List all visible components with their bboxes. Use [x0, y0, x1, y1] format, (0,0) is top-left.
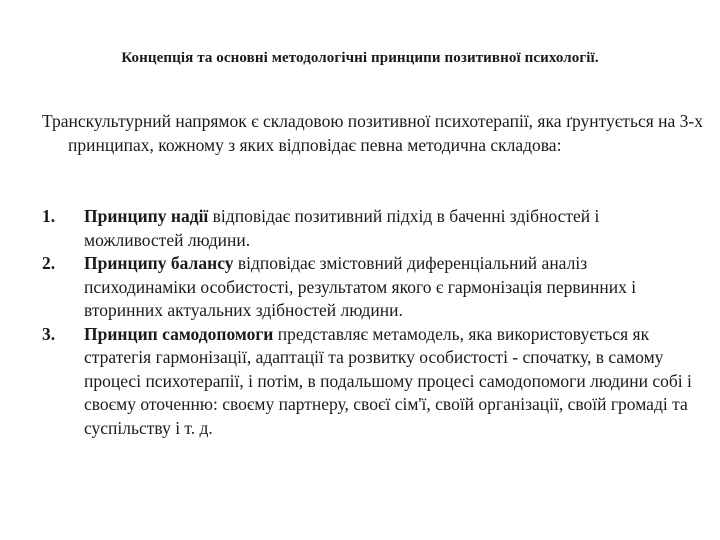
- principle-term: Принципу балансу: [84, 253, 234, 273]
- list-item: [42, 205, 692, 252]
- intro-paragraph: Транскультурний напрямок є складовою позитивної психотерапії, яка ґрунтується на 3-х принципах, кожному з яких відповідає певна методична складова:: [42, 111, 703, 155]
- principles-list: [42, 205, 692, 440]
- item-number: 3.: [42, 323, 56, 344]
- principle-term: Принцип самодопомоги: [84, 323, 274, 344]
- list-item: [42, 252, 692, 323]
- list-item: [42, 323, 692, 441]
- principle-term: Принципу надії: [84, 206, 209, 226]
- item-number: 1.: [42, 206, 56, 226]
- slide-title: Концепція та основні методологічні принципи позитивної психології.: [121, 50, 599, 66]
- principle-description: відповідає позитивний підхід в баченні здібностей і можливостей людини.: [84, 206, 600, 250]
- principle-description: відповідає змістовний диференціальний аналіз психодинаміки особистості, результатом якого є гармонізація первинних і вторинних актуальних здібностей людини.: [84, 253, 637, 320]
- item-number: 2.: [42, 253, 56, 273]
- principle-description: представляє метамодель, яка використовується як стратегія гармонізації, адаптації та розвитку особистості - спочатку, в самому процесі психотерапії, і потім, в подальшому процесі самодопомоги людини собі і своєму оточенню: своєму партнеру, своєї сім'ї, своїй організації, своїй громаді та суспільству і т. д.: [84, 323, 692, 438]
